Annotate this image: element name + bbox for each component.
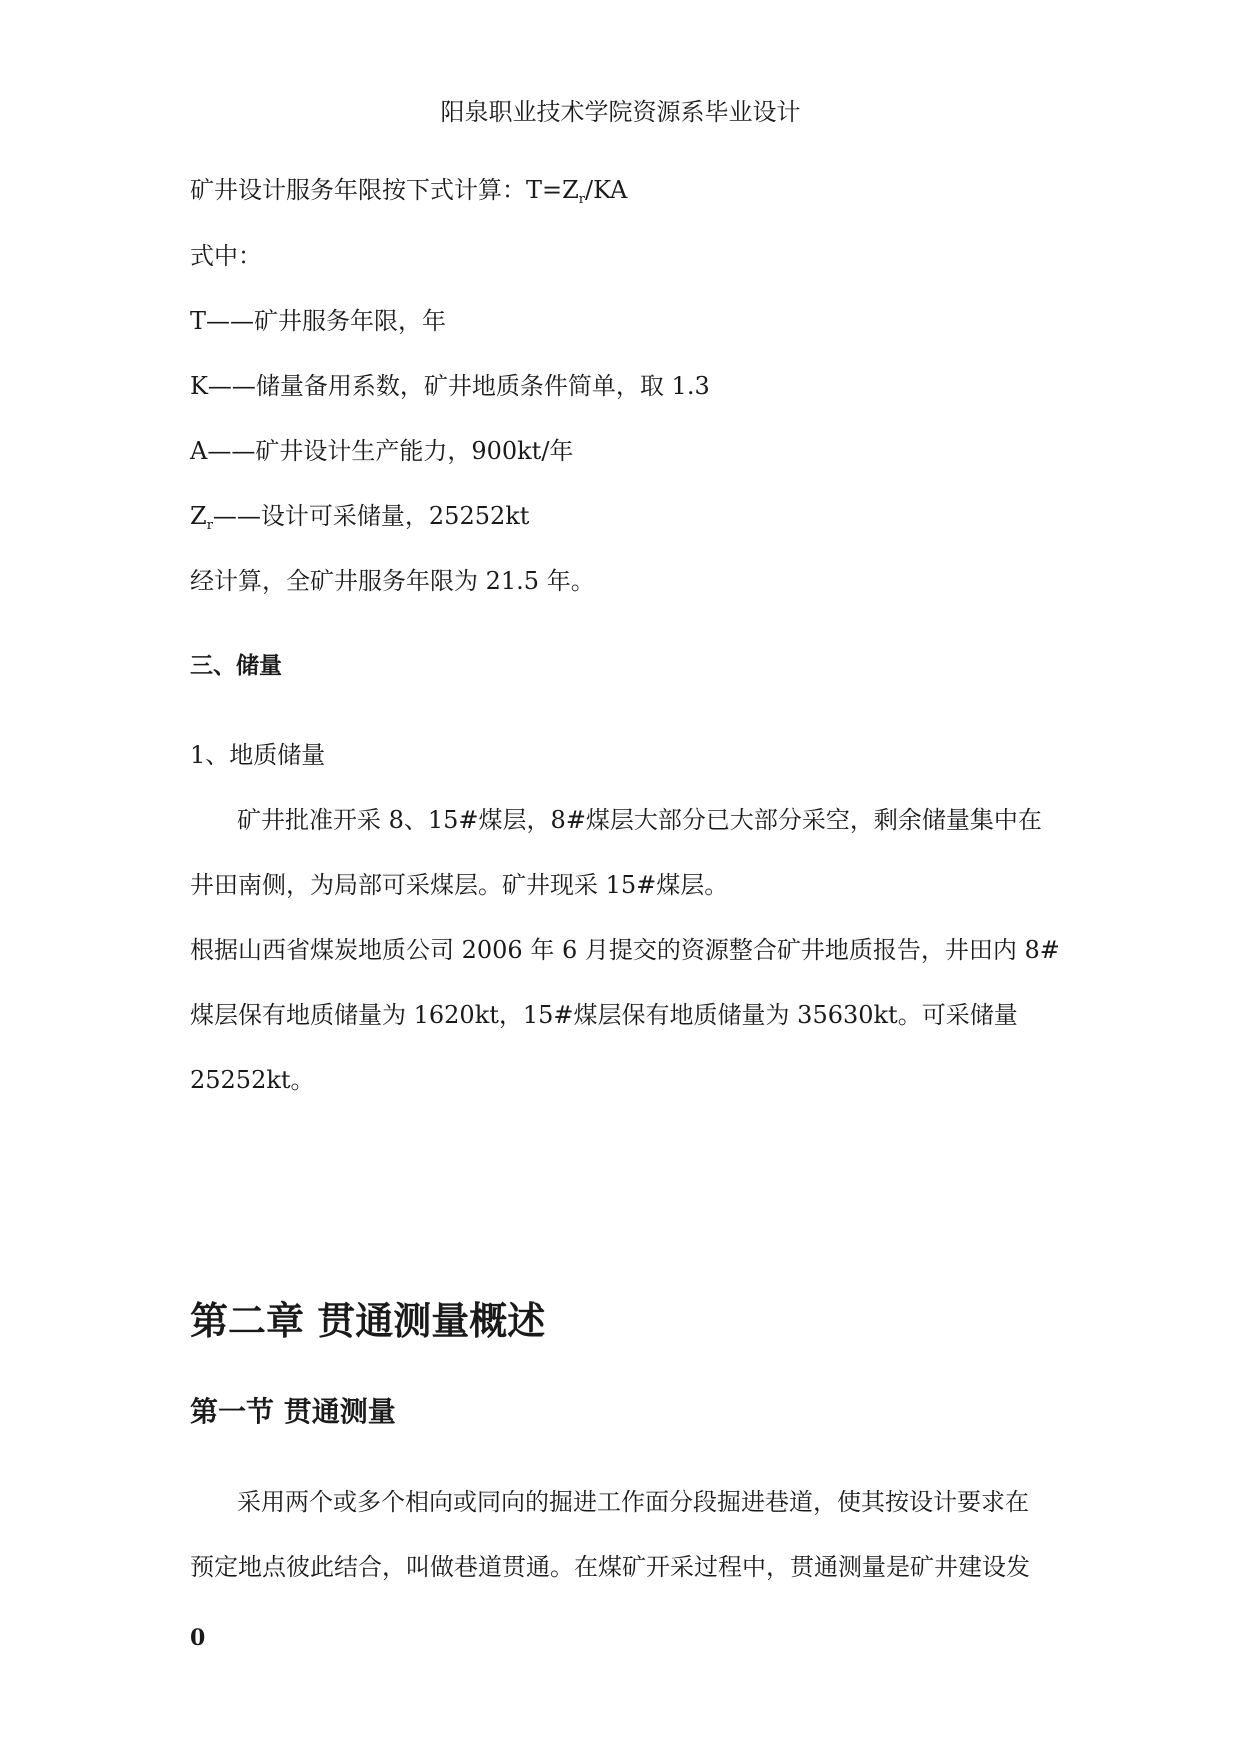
formula-intro: 矿井设计服务年限按下式计算：T=Z [190,176,579,204]
formula-tail: /KA [585,176,628,204]
where-label: 式中： [190,242,262,270]
definition-k: K——储量备用系数，矿井地质条件简单，取 1.3 [190,372,710,400]
definition-t: T——矿井服务年限，年 [190,307,447,335]
paragraph-2-line-1: 根据山西省煤炭地质公司 2006 年 6 月提交的资源整合矿井地质报告，井田内 8# [190,936,1060,964]
section-title: 第一节 贯通测量 [190,1395,396,1428]
definition-z-subscript: r [206,518,213,533]
paragraph-2-line-3: 25252kt。 [190,1066,315,1094]
subheading-geological-reserves: 1、地质储量 [190,741,326,769]
definition-z-head: Z [190,502,207,530]
page-header: 阳泉职业技术学院资源系毕业设计 [440,98,801,126]
paragraph-1-line-1: 矿井批准开采 8、15#煤层，8#煤层大部分已大部分采空，剩余储量集中在 [237,806,1042,834]
section-heading-reserves: 三、储量 [190,653,282,679]
definition-z [190,496,529,533]
chapter-title: 第二章 贯通测量概述 [190,1299,546,1343]
paragraph-3-line-1: 采用两个或多个相向或同向的掘进工作面分段掘进巷道，使其按设计要求在 [237,1488,1029,1516]
formula-subscript: r [578,192,586,207]
service-life-result: 经计算，全矿井服务年限为 21.5 年。 [190,567,595,595]
paragraph-3-line-2: 预定地点彼此结合，叫做巷道贯通。在煤矿开采过程中，贯通测量是矿井建设发 [190,1553,1030,1581]
formula-line [190,170,627,207]
definition-a: A——矿井设计生产能力，900kt/年 [190,437,574,465]
paragraph-2-line-2: 煤层保有地质储量为 1620kt，15#煤层保有地质储量为 35630kt。可采储量 [190,1001,1018,1029]
page-number: 0 [190,1625,206,1651]
definition-z-tail: ——设计可采储量，25252kt [212,502,530,530]
paragraph-1-line-2: 井田南侧，为局部可采煤层。矿井现采 15#煤层。 [190,871,729,899]
